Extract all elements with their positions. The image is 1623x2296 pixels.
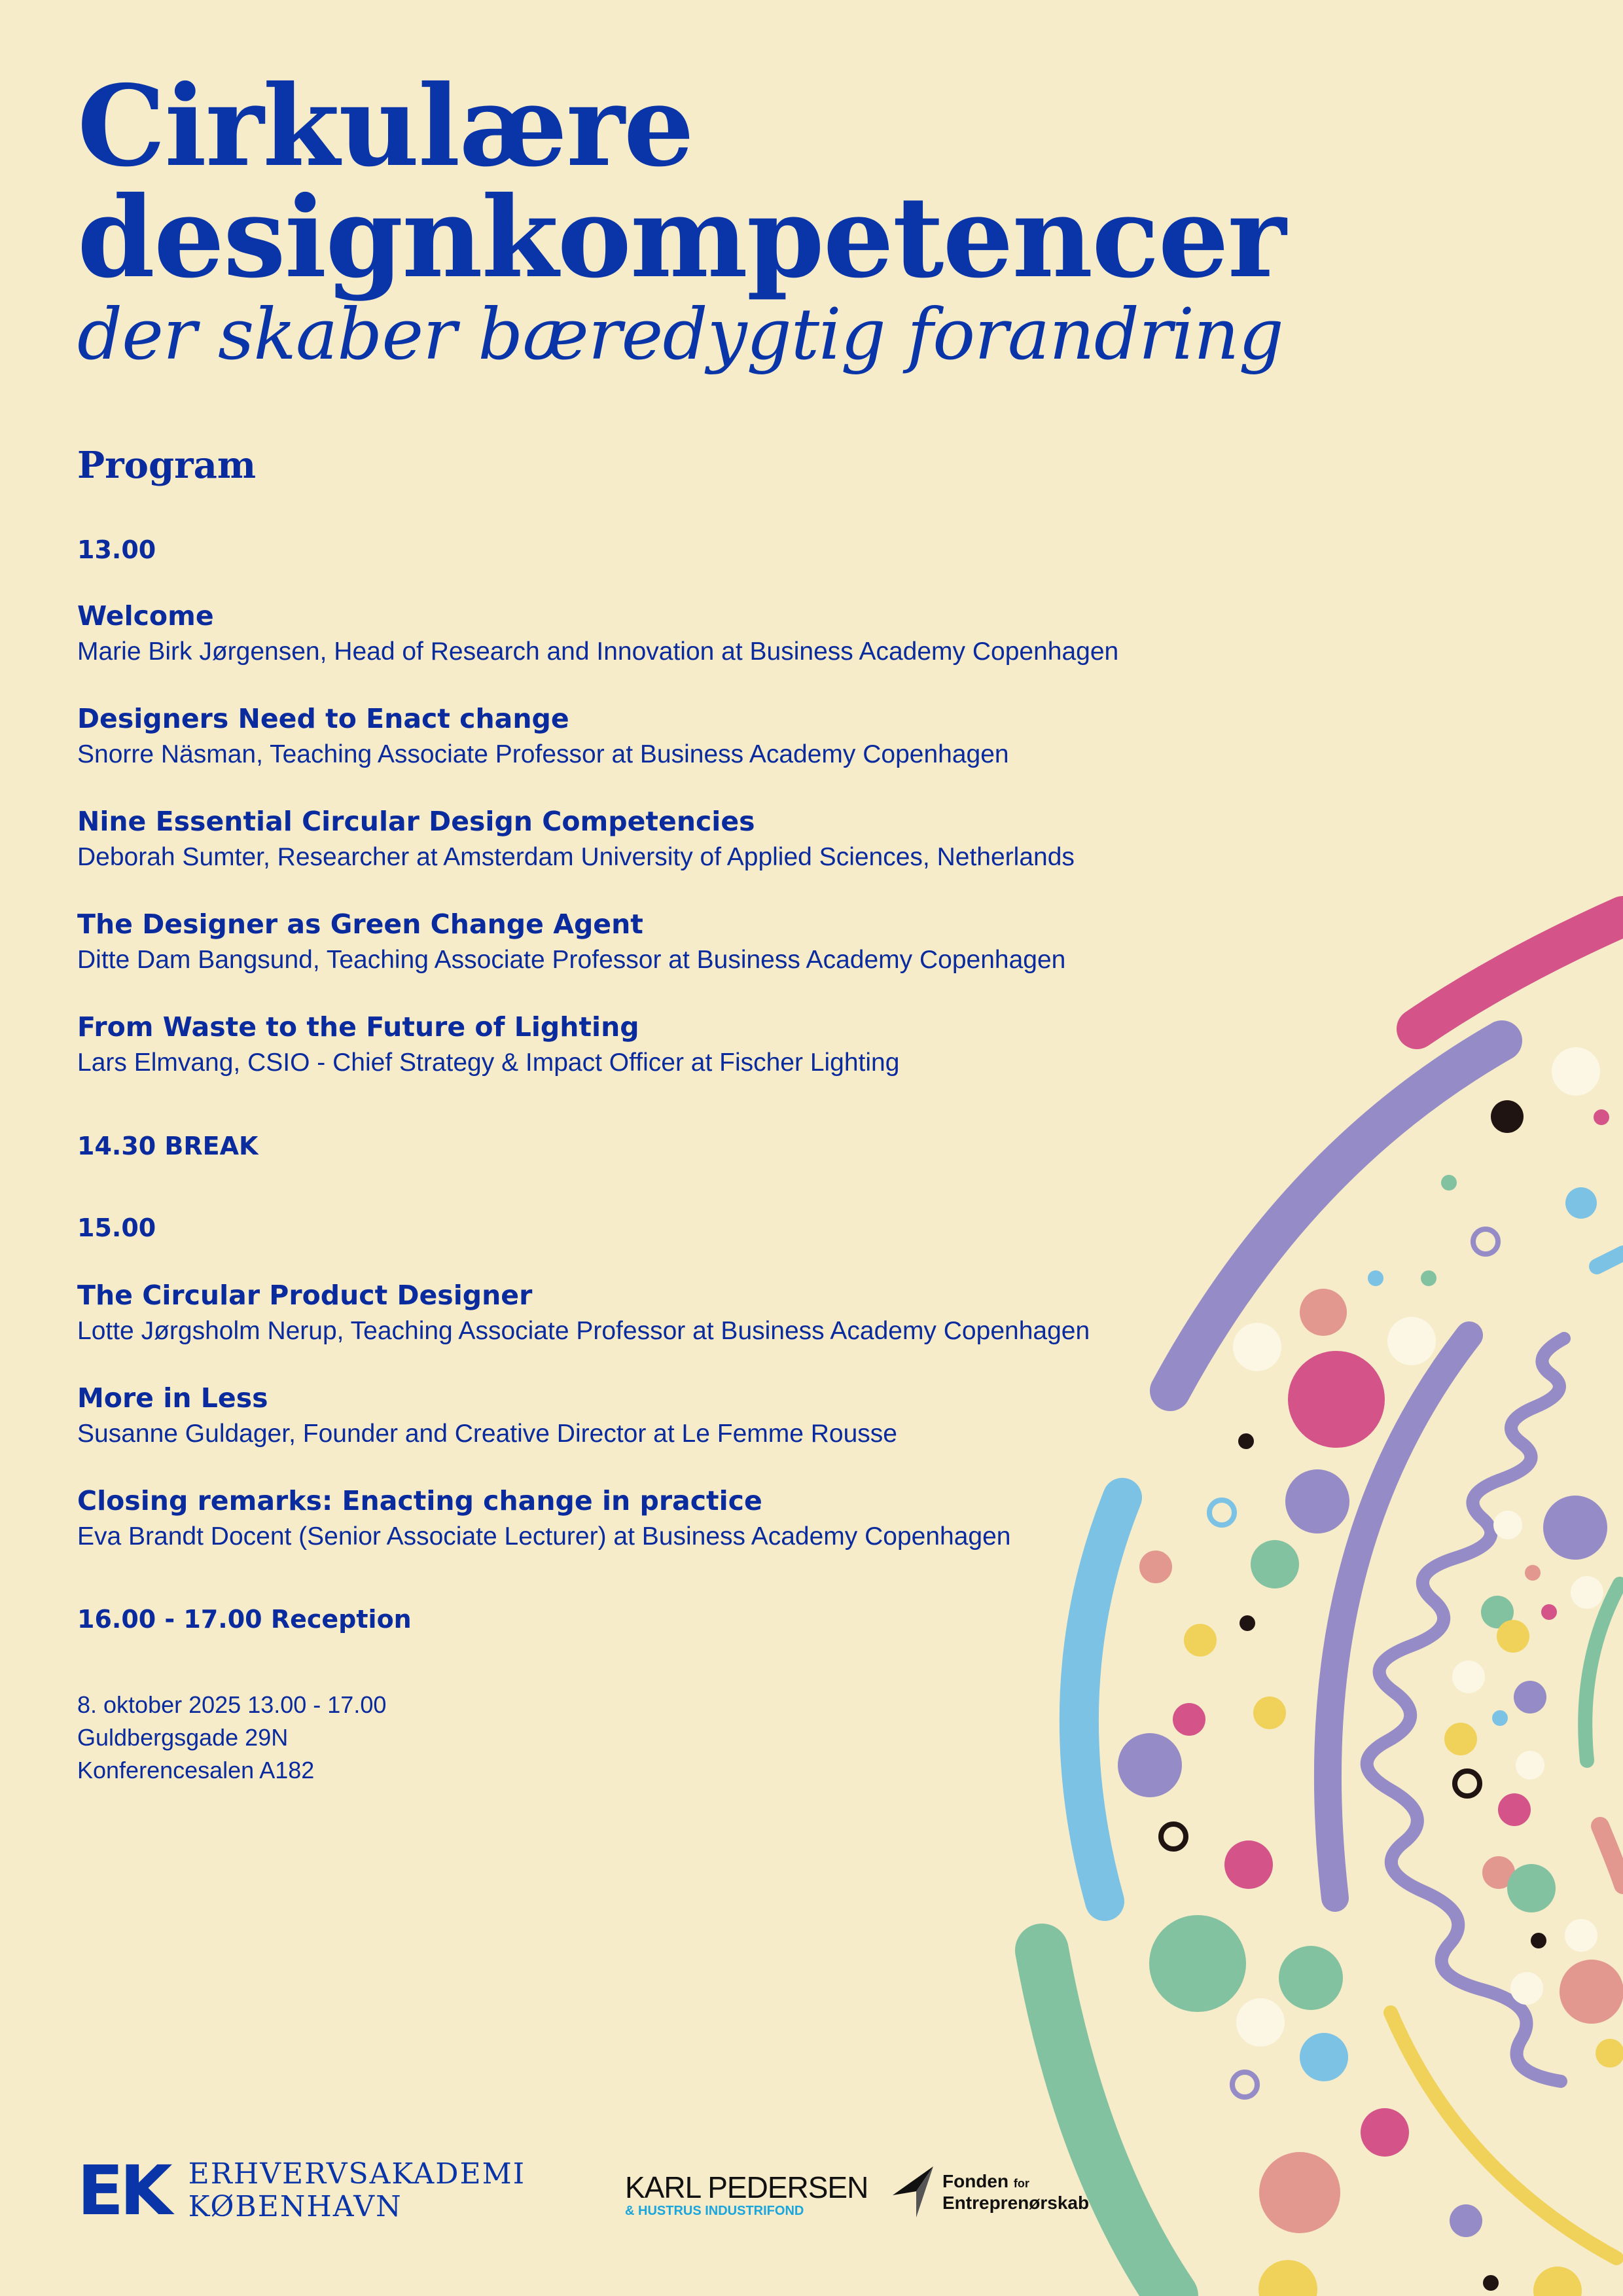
dot	[1285, 1469, 1349, 1534]
dot	[1552, 1047, 1600, 1096]
agenda-item-speaker: Deborah Sumter, Researcher at Amsterdam University of Applied Sciences, Netherlands	[77, 843, 1075, 871]
agenda-item	[77, 701, 1009, 773]
ek-logo-line-1: ERHVERVSAKADEMI	[188, 2157, 526, 2191]
dot	[1288, 1351, 1385, 1448]
agenda-item-title: From Waste to the Future of Lighting	[77, 1011, 639, 1043]
dot	[1224, 1840, 1273, 1889]
agenda-item-title: Nine Essential Circular Design Competencies	[77, 806, 755, 837]
kp-logo-line-2: & HUSTRUS INDUSTRIFOND	[625, 2204, 804, 2218]
dot	[1514, 1681, 1546, 1713]
dot	[1300, 1289, 1347, 1336]
agenda-item-speaker: Susanne Guldager, Founder and Creative Director at Le Femme Rousse	[77, 1420, 897, 1448]
ring	[1473, 1229, 1498, 1254]
dot	[1149, 1915, 1246, 2012]
agenda-item	[77, 906, 1065, 978]
title-line-2: designkompetencer	[77, 172, 1285, 303]
agenda-item	[77, 804, 1075, 876]
dot	[1498, 1793, 1531, 1826]
event-room: Konferencesalen A182	[77, 1757, 315, 1784]
dot	[1441, 1175, 1457, 1191]
arc-pink	[1417, 916, 1623, 1029]
agenda-item-title: The Circular Product Designer	[77, 1280, 533, 1311]
karl-pedersen-logo	[625, 2172, 868, 2219]
dot	[1118, 1733, 1182, 1797]
time-2: 15.00	[77, 1213, 156, 1242]
time-1: 13.00	[77, 535, 156, 564]
dot	[1493, 1511, 1522, 1539]
agenda-item-title: The Designer as Green Change Agent	[77, 908, 643, 940]
dot	[1560, 1960, 1623, 2024]
arc-green-inner	[1585, 1584, 1620, 1761]
dot	[1541, 1604, 1557, 1620]
dot	[1450, 2204, 1482, 2237]
ring	[1161, 1824, 1186, 1849]
dot	[1444, 1723, 1477, 1755]
ring	[1209, 1500, 1234, 1525]
agenda-item-title: Designers Need to Enact change	[77, 703, 569, 734]
dot	[1491, 1100, 1524, 1133]
dot	[1510, 1972, 1543, 2005]
event-date: 8. oktober 2025 13.00 - 17.00	[77, 1691, 387, 1718]
dot	[1483, 2275, 1499, 2291]
dot	[1139, 1551, 1172, 1583]
agenda-item	[77, 1483, 1010, 1555]
agenda-item-speaker: Ditte Dam Bangsund, Teaching Associate Professor at Business Academy Copenhagen	[77, 946, 1066, 974]
dot	[1387, 1317, 1436, 1365]
break-label: 14.30 BREAK	[77, 1132, 259, 1160]
dot	[1571, 1576, 1603, 1609]
ring	[1232, 2072, 1257, 2097]
dot	[1173, 1703, 1205, 1736]
page-title	[77, 61, 1285, 303]
dot	[1565, 1919, 1597, 1952]
dot	[1533, 2267, 1582, 2296]
agenda-item-title: Welcome	[77, 600, 214, 632]
ring	[1455, 1771, 1480, 1796]
agenda-item-speaker: Lotte Jørgsholm Nerup, Teaching Associate Professor at Business Academy Copenhagen	[77, 1317, 1090, 1345]
program-heading: Program	[77, 444, 257, 487]
agenda-item	[77, 1278, 1090, 1350]
dot	[1253, 1696, 1286, 1729]
dot	[1258, 2260, 1317, 2296]
dot	[1421, 1270, 1436, 1286]
dot	[1240, 1615, 1255, 1631]
fonden-entreprenorskab-logo	[890, 2165, 1089, 2219]
title-line-1: Cirkulære	[77, 61, 693, 192]
arc-green-outer	[1042, 1950, 1171, 2296]
dot	[1565, 1187, 1597, 1219]
dot	[1251, 1540, 1299, 1588]
dot	[1594, 1109, 1609, 1125]
dot	[1279, 1946, 1343, 2010]
dot	[1543, 1496, 1607, 1560]
dot	[1452, 1660, 1485, 1693]
subtitle: der skaber bæredygtig forandring	[77, 294, 1283, 376]
ffe-logo-line-1: Fonden	[942, 2170, 1009, 2191]
ek-logo-line-2: KØBENHAVN	[188, 2190, 402, 2223]
arc-yellow	[1391, 2013, 1616, 2258]
kp-logo-line-1: KARL PEDERSEN	[625, 2170, 868, 2204]
dot	[1238, 1433, 1254, 1449]
dot	[1516, 1751, 1544, 1780]
arc-blue	[1079, 1498, 1122, 1901]
ffe-logo-for: for	[1013, 2176, 1029, 2190]
ek-logo-text	[188, 2158, 526, 2223]
agenda-item-title: Closing remarks: Enacting change in practice	[77, 1485, 762, 1516]
agenda-item-speaker: Marie Birk Jørgensen, Head of Research and Innovation at Business Academy Copenhagen	[77, 637, 1119, 666]
dot	[1531, 1933, 1546, 1948]
arc-blue-small	[1597, 1253, 1623, 1266]
ek-logo-mark: EK	[77, 2151, 169, 2231]
agenda-item	[77, 1009, 899, 1081]
dot	[1236, 1998, 1285, 2047]
dot	[1596, 2039, 1623, 2068]
paper-plane-icon	[890, 2165, 936, 2219]
dot	[1507, 1864, 1556, 1912]
dot	[1492, 1710, 1508, 1726]
ek-logo	[77, 2151, 526, 2231]
agenda-item-speaker: Lars Elmvang, CSIO - Chief Strategy & Impact Officer at Fischer Lighting	[77, 1049, 900, 1077]
dot	[1497, 1620, 1529, 1653]
event-details	[77, 1689, 386, 1787]
agenda-item-speaker: Snorre Näsman, Teaching Associate Professor at Business Academy Copenhagen	[77, 740, 1009, 768]
ffe-logo-text	[942, 2172, 1089, 2213]
arc-salmon	[1600, 1826, 1623, 1885]
agenda-item	[77, 1380, 897, 1452]
agenda-item-title: More in Less	[77, 1382, 268, 1414]
reception-label: 16.00 - 17.00 Reception	[77, 1605, 412, 1634]
dot	[1184, 1624, 1217, 1657]
dot	[1361, 2108, 1409, 2157]
agenda-item-speaker: Eva Brandt Docent (Senior Associate Lecturer) at Business Academy Copenhagen	[77, 1522, 1011, 1551]
agenda-item	[77, 598, 1118, 670]
dot	[1300, 2033, 1348, 2081]
event-address: Guldbergsgade 29N	[77, 1724, 289, 1751]
dot	[1368, 1270, 1383, 1286]
ffe-logo-line-2: Entreprenørskab	[942, 2192, 1090, 2213]
dot	[1233, 1323, 1281, 1371]
dot	[1259, 2152, 1340, 2233]
dot	[1525, 1565, 1541, 1581]
